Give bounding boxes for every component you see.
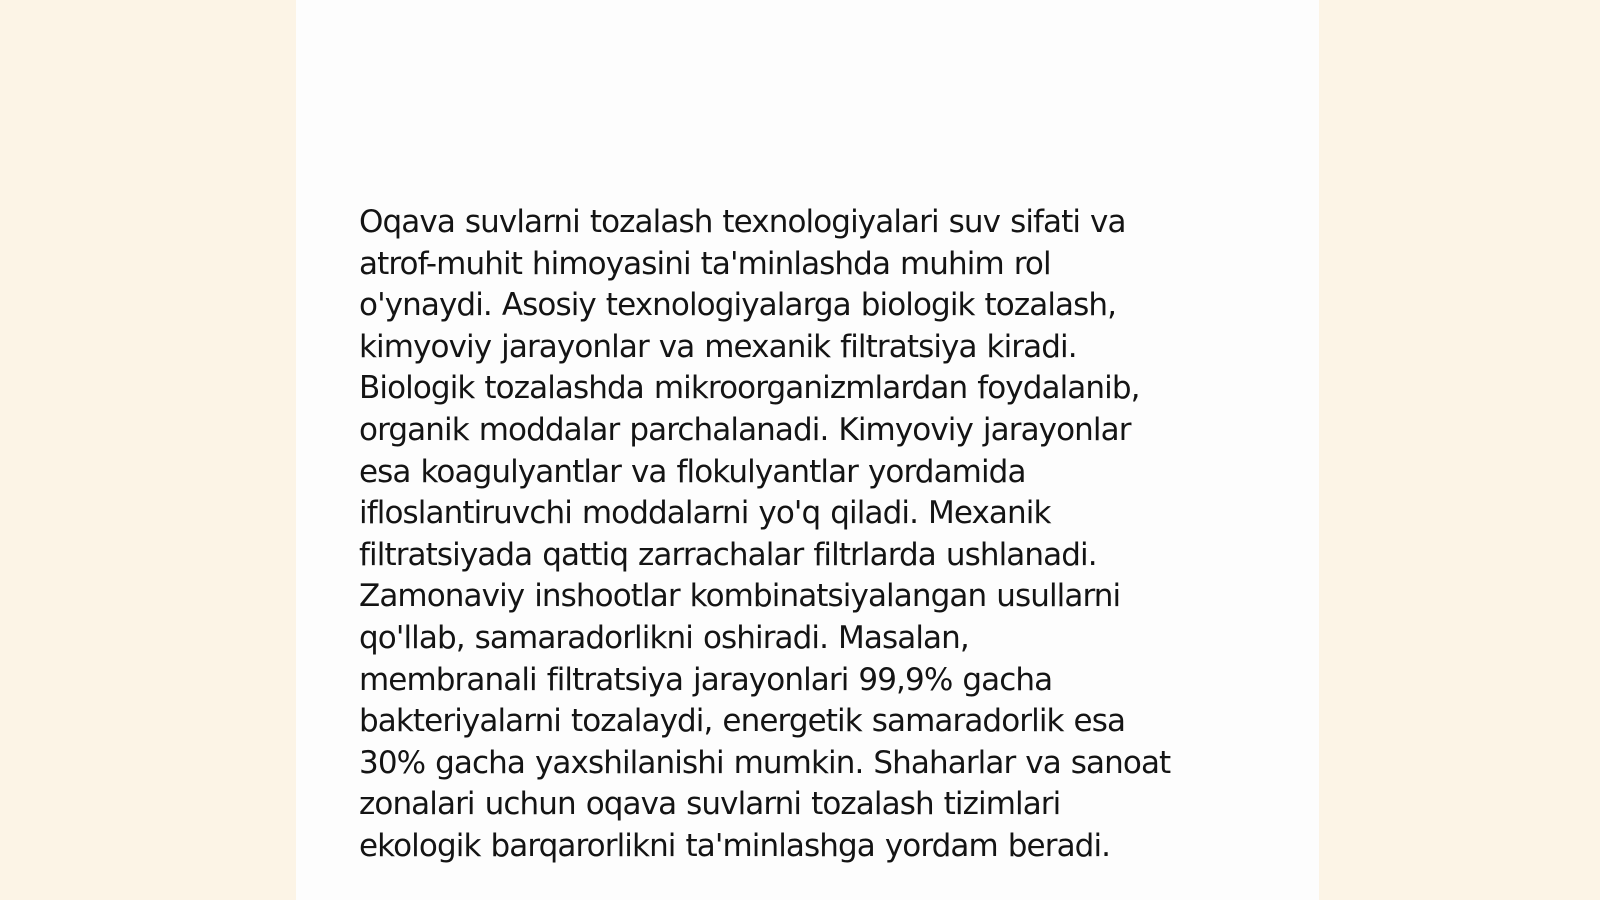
paragraph-line: bakteriyalarni tozalaydi, energetik samaradorlik esa — [359, 703, 1126, 740]
paragraph-line: filtratsiyada qattiq zarrachalar filtrlarda ushlanadi. — [359, 536, 1097, 573]
paragraph-line: atrof-muhit himoyasini ta'minlashda muhim rol — [359, 245, 1051, 282]
paragraph-line: kimyoviy jarayonlar va mexanik filtratsiya kiradi. — [359, 328, 1077, 365]
paragraph-line: Biologik tozalashda mikroorganizmlardan foydalanib, — [359, 370, 1140, 407]
paragraph-line: esa koagulyantlar va flokulyantlar yordamida — [359, 453, 1026, 490]
paragraph-line: membranali filtratsiya jarayonlari 99,9% gacha — [359, 661, 1053, 698]
paragraph-line: organik moddalar parchalanadi. Kimyoviy jarayonlar — [359, 411, 1131, 448]
paragraph-line: qo'llab, samaradorlikni oshiradi. Masalan, — [359, 619, 969, 656]
paragraph-line: ifloslantiruvchi moddalarni yo'q qiladi. Mexanik — [359, 495, 1051, 532]
paragraph-line: zonalari uchun oqava suvlarni tozalash tizimlari — [359, 786, 1061, 823]
document-page — [296, 0, 1319, 900]
paragraph-line: 30% gacha yaxshilanishi mumkin. Shaharlar va sanoat — [359, 744, 1171, 781]
paragraph-line: ekologik barqarorlikni ta'minlashga yordam beradi. — [359, 827, 1111, 864]
paragraph-line: Zamonaviy inshootlar kombinatsiyalangan usullarni — [359, 578, 1121, 615]
paragraph-line: o'ynaydi. Asosiy texnologiyalarga biologik tozalash, — [359, 287, 1117, 324]
paragraph-line: Oqava suvlarni tozalash texnologiyalari suv sifati va — [359, 204, 1126, 240]
body-paragraph — [359, 202, 1259, 868]
